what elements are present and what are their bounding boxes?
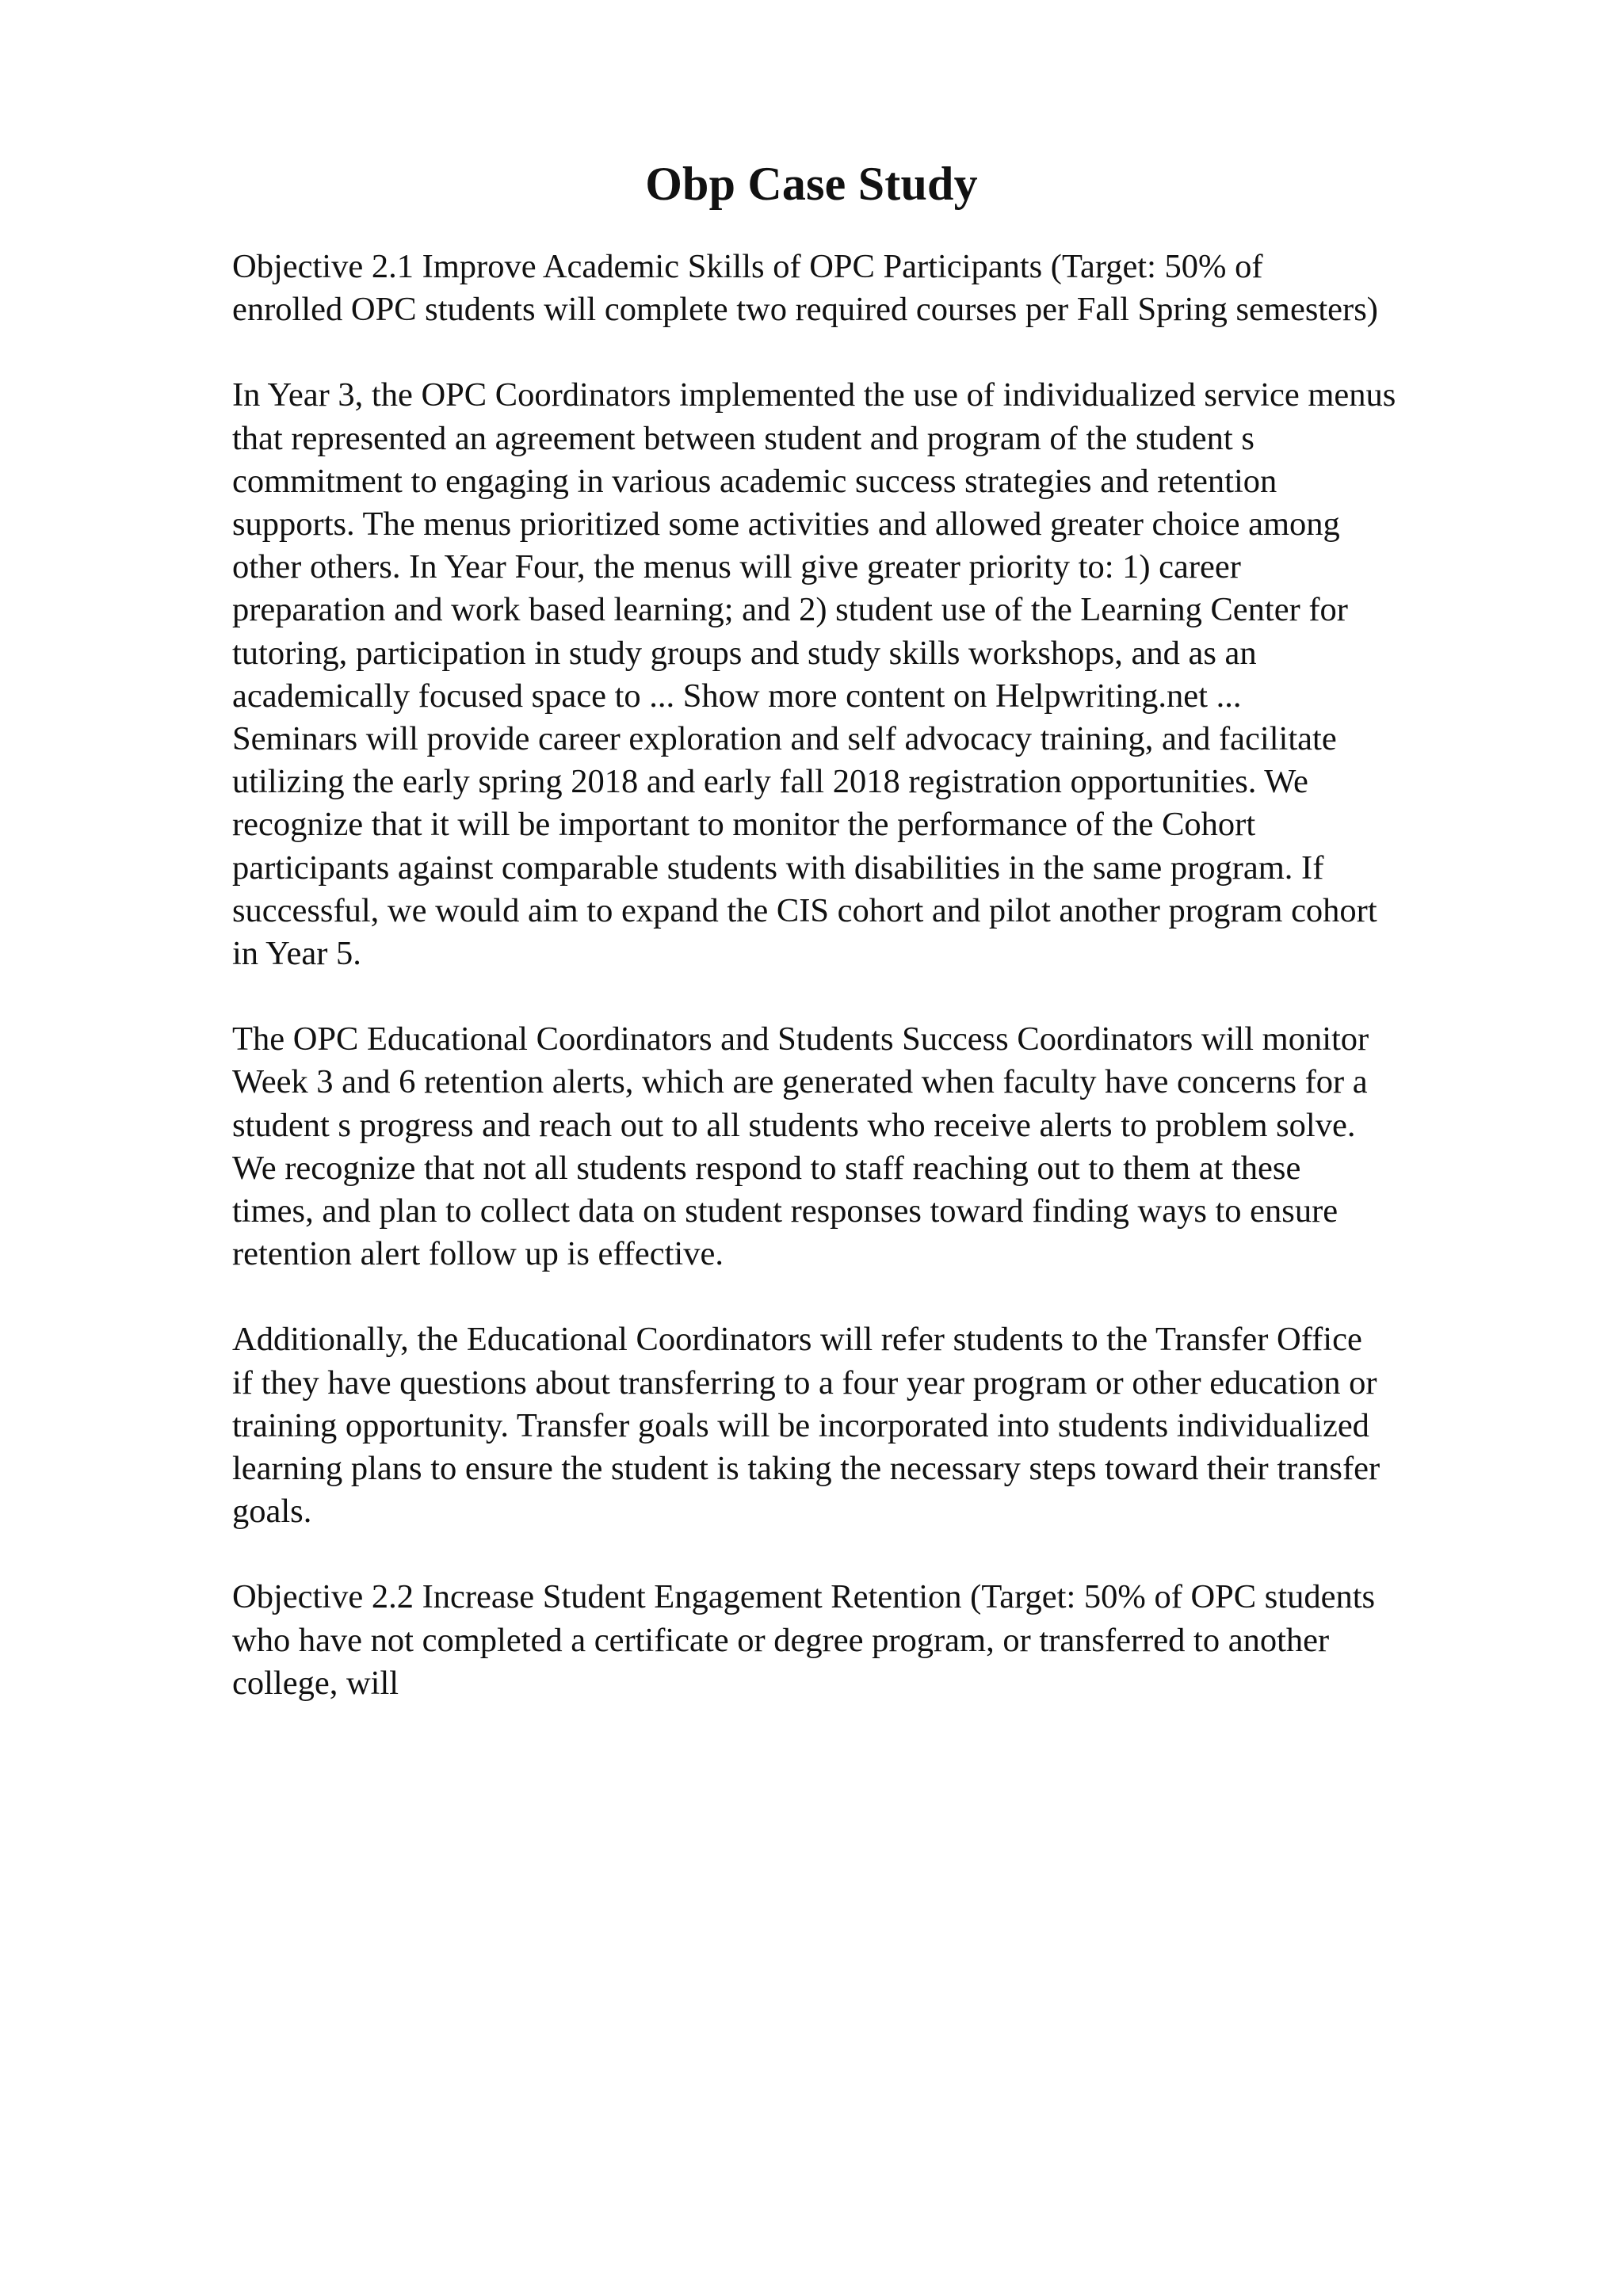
text-line: tutoring, participation in study groups and study skills workshops, and as an xyxy=(232,634,1257,672)
text-line: other others. In Year Four, the menus will give greater priority to: 1) career xyxy=(232,548,1241,586)
text-line: college, will xyxy=(232,1664,399,1702)
text-line: training opportunity. Transfer goals will be incorporated into students individualized xyxy=(232,1406,1369,1444)
text-line: in Year 5. xyxy=(232,935,361,973)
paragraph-objective-2-1 xyxy=(232,246,1532,331)
text-line: goals. xyxy=(232,1493,312,1531)
text-line: In Year 3, the OPC Coordinators implemented the use of individualized service menus xyxy=(232,376,1396,414)
text-line: if they have questions about transferring to a four year program or other education or xyxy=(232,1363,1377,1402)
text-line: learning plans to ensure the student is taking the necessary steps toward their transfer xyxy=(232,1450,1381,1488)
text-line: Objective 2.1 Improve Academic Skills of OPC Participants (Target: 50% of xyxy=(232,248,1263,285)
text-line: Additionally, the Educational Coordinators will refer students to the Transfer Office xyxy=(232,1321,1362,1359)
text-line: who have not completed a certificate or degree program, or transferred to another xyxy=(232,1621,1330,1659)
text-line: successful, we would aim to expand the CIS cohort and pilot another program cohort xyxy=(232,891,1377,929)
text-line: enrolled OPC students will complete two required courses per Fall Spring semesters) xyxy=(232,291,1378,329)
paragraph-objective-2-2 xyxy=(232,1576,1532,1705)
text-line: utilizing the early spring 2018 and early fall 2018 registration opportunities. We xyxy=(232,763,1308,801)
text-line: Week 3 and 6 retention alerts, which are generated when faculty have concerns for a xyxy=(232,1063,1368,1101)
text-line: times, and plan to collect data on student responses toward finding ways to ensure xyxy=(232,1192,1338,1230)
text-line: that represented an agreement between student and program of the student s xyxy=(232,419,1254,457)
document-title: Obp Case Study xyxy=(645,158,978,210)
paragraph-retention-alerts xyxy=(232,1018,1532,1276)
document-body xyxy=(232,246,1532,1748)
text-line: We recognize that not all students respond to staff reaching out to them at these xyxy=(232,1149,1301,1187)
text-line: Objective 2.2 Increase Student Engagement Retention (Target: 50% of OPC students xyxy=(232,1578,1376,1616)
paragraph-year-3-menus xyxy=(232,374,1532,975)
text-line: preparation and work based learning; and 2) student use of the Learning Center for xyxy=(232,591,1348,629)
text-line: The OPC Educational Coordinators and Students Success Coordinators will monitor xyxy=(232,1020,1369,1058)
paragraph-transfer-office xyxy=(232,1318,1532,1533)
text-line: Seminars will provide career exploration and self advocacy training, and facilitate xyxy=(232,720,1337,758)
text-line: student s progress and reach out to all students who receive alerts to problem solve. xyxy=(232,1106,1356,1144)
text-line: supports. The menus prioritized some activities and allowed greater choice among xyxy=(232,505,1340,543)
text-line: participants against comparable students with disabilities in the same program. If xyxy=(232,849,1324,887)
text-line: commitment to engaging in various academic success strategies and retention xyxy=(232,462,1277,500)
text-line: recognize that it will be important to monitor the performance of the Cohort xyxy=(232,806,1256,844)
text-line: retention alert follow up is effective. xyxy=(232,1235,724,1273)
text-line: academically focused space to ... Show more content on Helpwriting.net ... xyxy=(232,677,1242,715)
